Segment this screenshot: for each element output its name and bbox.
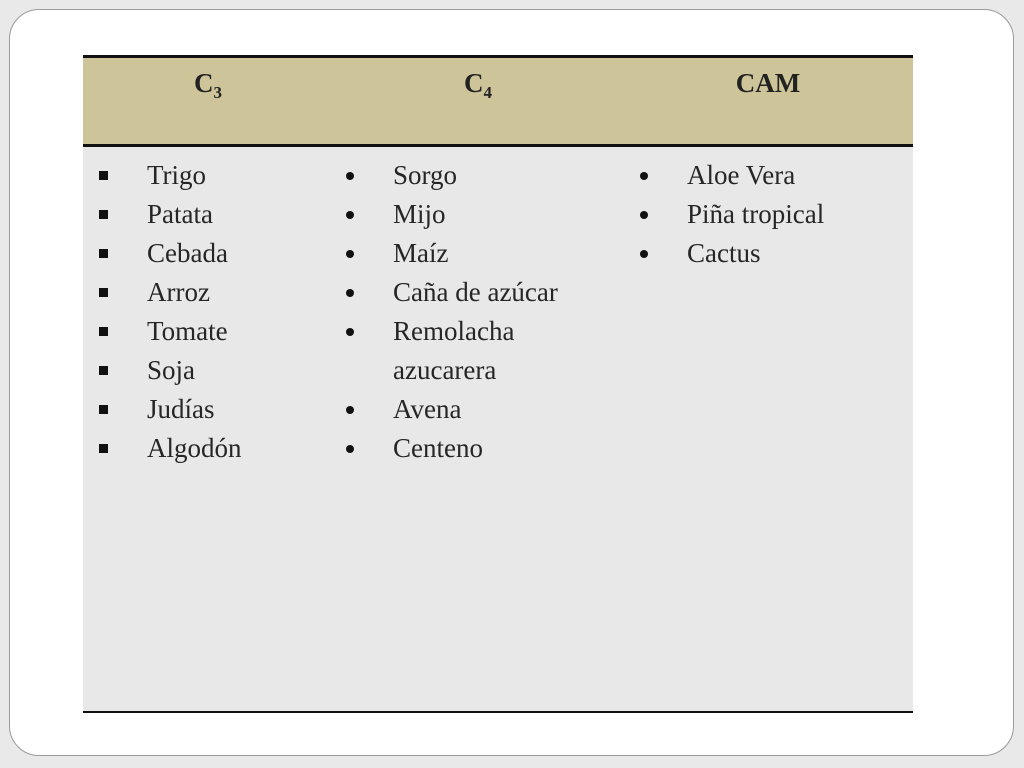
list-item <box>95 273 242 312</box>
list-item-continuation <box>341 351 558 390</box>
list-item <box>635 195 824 234</box>
list-item-text: Patata <box>147 199 213 229</box>
round-bullet-icon <box>346 328 354 336</box>
round-bullet-icon <box>640 250 648 258</box>
square-bullet-icon <box>99 249 108 258</box>
list-item-text: Mijo <box>393 199 446 229</box>
list-item-text: Cactus <box>687 238 761 268</box>
list-item <box>95 195 242 234</box>
list-item <box>341 390 558 429</box>
list-c4 <box>341 156 558 468</box>
round-bullet-icon <box>346 289 354 297</box>
list-item <box>341 273 558 312</box>
header-c3-subscript: 3 <box>213 83 222 102</box>
table-header-row <box>83 55 913 147</box>
list-item <box>635 156 824 195</box>
list-item-text: Sorgo <box>393 160 458 190</box>
plant-types-table <box>83 55 913 713</box>
square-bullet-icon <box>99 171 108 180</box>
list-item-text: Caña de azúcar <box>393 277 558 307</box>
list-item <box>341 234 558 273</box>
list-item-text: Judías <box>147 394 215 424</box>
list-item <box>95 429 242 468</box>
list-item-text: Arroz <box>147 277 210 307</box>
list-item <box>95 312 242 351</box>
round-bullet-icon <box>346 445 354 453</box>
square-bullet-icon <box>99 327 108 336</box>
header-c4-subscript: 4 <box>483 83 492 102</box>
round-bullet-icon <box>346 172 354 180</box>
list-item <box>341 429 558 468</box>
header-c4 <box>423 68 533 103</box>
list-item-text: Soja <box>147 355 196 385</box>
list-item <box>95 390 242 429</box>
round-bullet-icon <box>640 172 648 180</box>
header-c4-main: C <box>464 68 484 98</box>
header-c3 <box>153 68 263 103</box>
square-bullet-icon <box>99 444 108 453</box>
list-item-text: Trigo <box>147 160 207 190</box>
list-item <box>95 351 242 390</box>
square-bullet-icon <box>99 366 108 375</box>
list-item <box>341 195 558 234</box>
list-item-text: Remolacha <box>393 316 515 346</box>
round-bullet-icon <box>346 250 354 258</box>
header-cam <box>708 68 828 99</box>
slide <box>9 9 1014 756</box>
square-bullet-icon <box>99 210 108 219</box>
round-bullet-icon <box>640 211 648 219</box>
list-item-text: Centeno <box>393 433 483 463</box>
header-cam-main: CAM <box>735 68 801 98</box>
list-item-text: Avena <box>393 394 462 424</box>
square-bullet-icon <box>99 288 108 297</box>
list-item <box>95 156 242 195</box>
round-bullet-icon <box>346 406 354 414</box>
table-body-row <box>83 147 913 713</box>
list-item <box>95 234 242 273</box>
list-item-text: Cebada <box>147 238 228 268</box>
round-bullet-icon <box>346 211 354 219</box>
list-item-text: Aloe Vera <box>687 160 796 190</box>
header-c3-main: C <box>194 68 214 98</box>
list-item <box>341 156 558 195</box>
list-item <box>341 312 558 351</box>
list-item-text: azucarera <box>393 355 497 385</box>
list-item-text: Tomate <box>147 316 228 346</box>
list-item-text: Piña tropical <box>687 199 825 229</box>
list-item-text: Algodón <box>147 433 242 463</box>
list-item-text: Maíz <box>393 238 449 268</box>
list-cam <box>635 156 824 273</box>
square-bullet-icon <box>99 405 108 414</box>
list-c3 <box>95 156 242 468</box>
list-item <box>635 234 824 273</box>
